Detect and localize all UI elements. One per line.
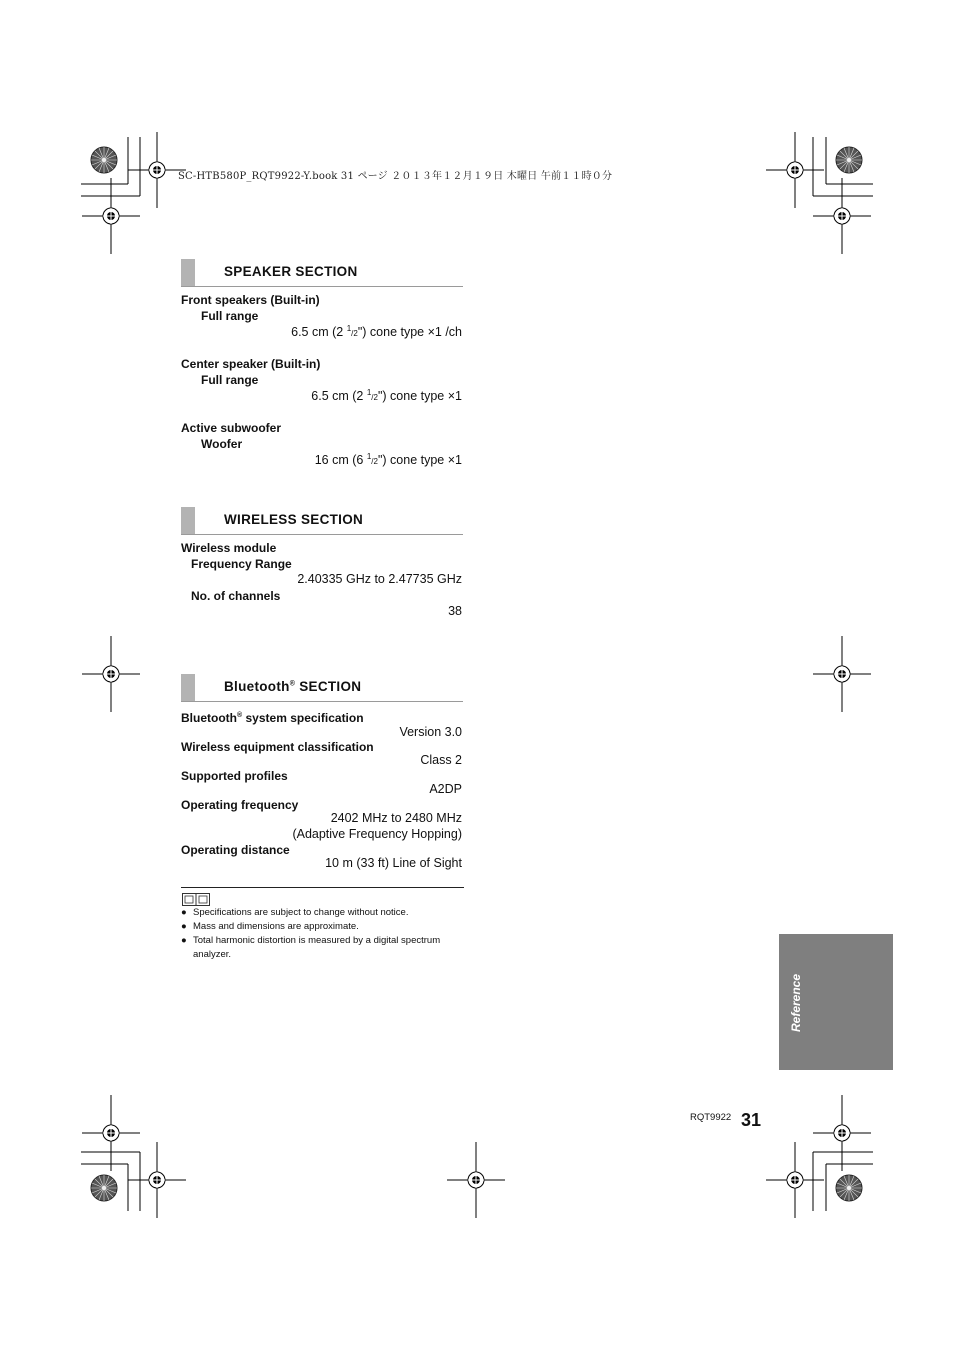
bt-class-value: Class 2 — [420, 753, 462, 767]
section-rule — [181, 286, 463, 287]
speaker-section-title: SPEAKER SECTION — [224, 264, 358, 279]
speaker-section-heading — [181, 259, 463, 287]
reference-side-tab — [779, 934, 893, 1070]
wireless-section-title: WIRELESS SECTION — [224, 512, 364, 527]
front-speakers-label: Front speakers (Built-in) — [181, 293, 320, 307]
channels-label: No. of channels — [191, 589, 281, 603]
center-speaker-label: Center speaker (Built-in) — [181, 357, 321, 371]
section-rule — [181, 701, 463, 702]
note-item: ● Mass and dimensions are approximate. — [181, 921, 359, 932]
wireless-section-heading — [181, 507, 463, 535]
center-speaker-value: 6.5 cm (2 $^1$/2") cone type ×1 — [311, 388, 462, 404]
subwoofer-value: 16 cm (6 $^1$/2") cone type ×1 — [314, 452, 462, 468]
bt-profiles-value: A2DP — [429, 782, 462, 796]
model-code: RQT9922 — [690, 1112, 732, 1123]
bt-class-label: Wireless equipment classification — [181, 740, 374, 754]
center-full-range-label: Full range — [201, 373, 259, 387]
reference-tab-label: Reference — [789, 973, 803, 1032]
front-speakers-value: 6.5 cm (2 $^1$/2") cone type ×1 /ch — [291, 324, 462, 340]
bt-frequency-label: Operating frequency — [181, 798, 299, 812]
notes-rule — [181, 887, 464, 888]
section-marker — [181, 259, 195, 287]
subwoofer-label: Active subwoofer — [181, 421, 282, 435]
bt-distance-value: 10 m (33 ft) Line of Sight — [325, 856, 462, 870]
section-marker — [181, 507, 195, 535]
bluetooth-section-heading — [181, 674, 463, 702]
bluetooth-section-title: Bluetooth® SECTION — [224, 679, 362, 694]
print-header: SC-HTB580P_RQT9922-Y.book 31 ページ ２０１３年１２月１９日 木曜日 午前１１時０分 — [178, 171, 613, 182]
bt-frequency-value-2: (Adaptive Frequency Hopping) — [292, 827, 462, 841]
front-full-range-label: Full range — [201, 309, 259, 323]
wireless-module-label: Wireless module — [181, 541, 277, 555]
woofer-label: Woofer — [201, 437, 243, 451]
note-item: ● Total harmonic distortion is measured by a digital spectrum analyzer. — [181, 935, 441, 960]
frequency-range-label: Frequency Range — [191, 557, 292, 571]
bt-frequency-value: 2402 MHz to 2480 MHz — [330, 811, 462, 825]
book-icon — [182, 893, 210, 906]
section-marker — [181, 674, 195, 702]
bt-spec-label: Bluetooth® system specification — [181, 711, 364, 725]
frequency-range-value: 2.40335 GHz to 2.47735 GHz — [297, 572, 462, 586]
bt-distance-label: Operating distance — [181, 843, 290, 857]
bt-spec-value: Version 3.0 — [399, 725, 462, 739]
channels-value: 38 — [448, 604, 462, 618]
section-rule — [181, 534, 463, 535]
note-item: ● Specifications are subject to change without notice. — [181, 907, 409, 918]
page-number: 31 — [741, 1110, 762, 1130]
bt-profiles-label: Supported profiles — [181, 769, 288, 783]
